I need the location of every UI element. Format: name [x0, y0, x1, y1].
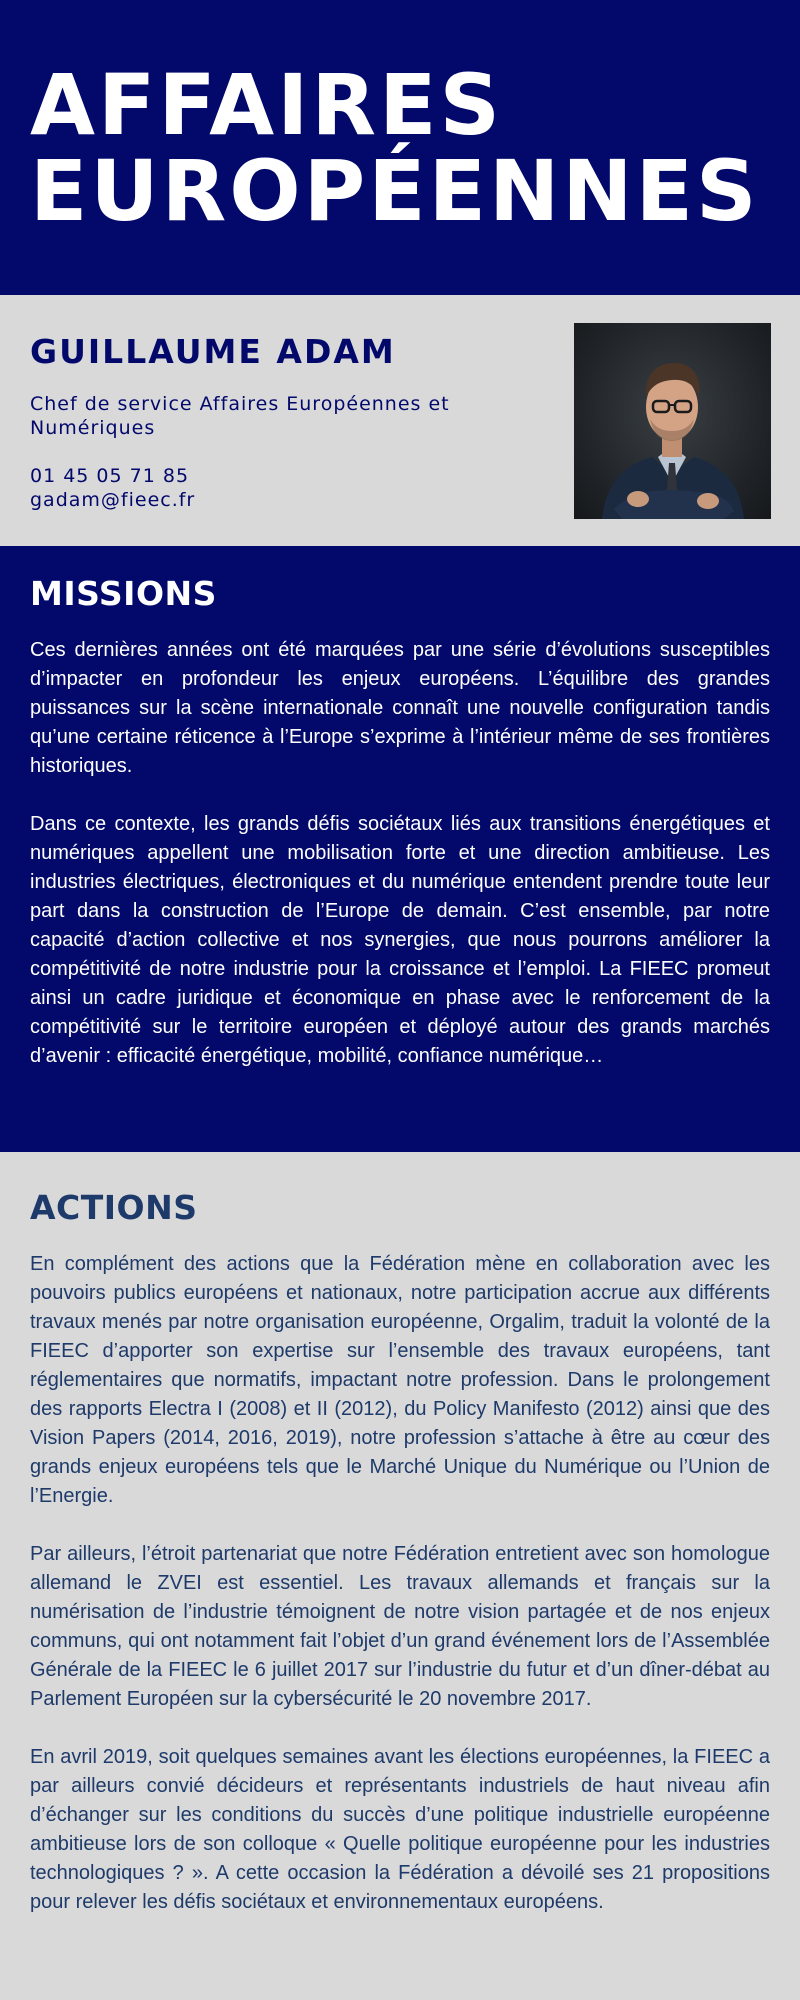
portrait-icon	[574, 323, 771, 519]
email-address: gadam@fieec.fr	[30, 489, 196, 511]
actions-paragraph-2: Par ailleurs, l’étroit partenariat que notre Fédération entretient avec son homologue allemand le ZVEI est essentiel. Les travaux allemands et français sur la numérisation de l’industrie témoignent de notre vision partagée et de nos enjeux communs, qui ont notamment fait l’objet d’un grand événement lors de l’Assemblée Générale de la FIEEC le 6 juillet 2017 sur l’industrie du futur et d’un dîner-débat au Parlement Européen sur la cybersécurité le 20 novembre 2017.	[30, 1543, 770, 1710]
missions-paragraph-1: Ces dernières années ont été marquées par une série d’évolutions susceptibles d’impacter en profondeur les enjeux européens. L’équilibre des grandes puissances sur la scène internationale connaît une nouvelle configuration tandis qu’une certaine réticence à l’Europe s’exprime à l’intérieur même de ses frontières historiques.	[30, 639, 770, 777]
actions-section	[0, 1152, 800, 1917]
missions-section	[0, 546, 800, 1152]
actions-title: ACTIONS	[30, 1188, 198, 1227]
page-title-line1: AFFAIRES	[30, 56, 503, 154]
page-title	[30, 56, 770, 240]
missions-title: MISSIONS	[30, 574, 217, 613]
phone-number: 01 45 05 71 85	[30, 465, 190, 487]
page-title-line2: EUROPÉENNES	[30, 142, 760, 240]
person-role: Chef de service Affaires Européennes et Numériques	[30, 393, 450, 439]
actions-paragraph-3: En avril 2019, soit quelques semaines avant les élections européennes, la FIEEC a par ailleurs convié décideurs et représentants industriels de haut niveau afin d’échanger sur les conditions du succès d’une politique industrielle européenne ambitieuse lors de son colloque « Quelle politique européenne pour les industries technologiques ? ». A cette occasion la Fédération a dévoilé ses 21 propositions pour relever les défis sociétaux et environnementaux européens.	[30, 1746, 770, 1913]
profile-section	[0, 295, 800, 546]
header-banner	[0, 0, 800, 295]
portrait-photo	[574, 323, 771, 519]
actions-paragraph-1: En complément des actions que la Fédération mène en collaboration avec les pouvoirs publics européens et nationaux, notre participation accrue aux différents travaux menés par notre organisation européenne, Orgalim, traduit la volonté de la FIEEC d’apporter son expertise sur l’ensemble des travaux européens, tant réglementaires que normatifs, impactant notre profession. Dans le prolongement des rapports Electra I (2008) et II (2012), du Policy Manifesto (2012) ainsi que des Vision Papers (2014, 2016, 2019), notre profession s’attache à être au cœur des grands enjeux européens tels que le Marché Unique du Numérique ou l’Union de l’Energie.	[30, 1253, 770, 1507]
person-name: GUILLAUME ADAM	[30, 332, 396, 371]
missions-paragraph-2: Dans ce contexte, les grands défis sociétaux liés aux transitions énergétiques et numériques appellent une mobilisation forte et une direction ambitieuse. Les industries électriques, électroniques et du numérique entendent prendre toute leur part dans la construction de l’Europe de demain. C’est ensemble, par notre capacité d’action collective et nos synergies, que nous pourrons améliorer la compétitivité de notre industrie pour la croissance et l’emploi. La FIEEC promeut ainsi un cadre juridique et économique en phase avec le renforcement de la compétitivité sur le territoire européen et déployé autour des grands marchés d’avenir : efficacité énergétique, mobilité, confiance numérique…	[30, 813, 770, 1067]
